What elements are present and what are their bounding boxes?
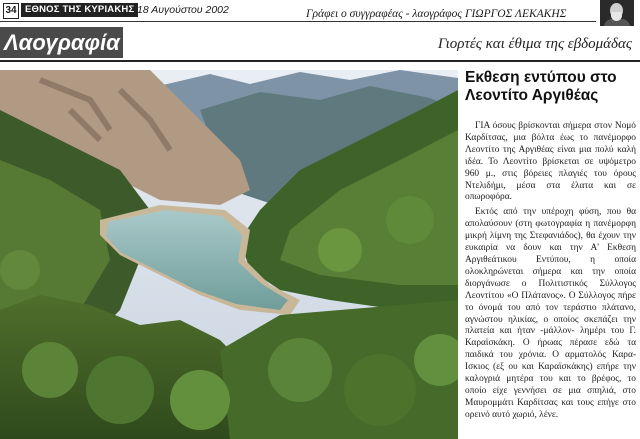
article-headline: Εκθεση εντύπου στο Λεοντίτο Αργιθέας — [465, 69, 617, 104]
author-photo — [600, 0, 634, 26]
photo-shrub-5 — [344, 354, 416, 426]
photo-shrub-2 — [86, 356, 154, 424]
lake-photo — [0, 70, 458, 439]
newspaper-name: ΕΘΝΟΣ ΤΗΣ ΚΥΡΙΑΚΗΣ — [21, 3, 138, 17]
author-byline: Γράφει ο συγγραφέας - λαογράφος ΓΙΩΡΓΟΣ ΛΕΚΑΚΗΣ — [306, 8, 567, 20]
header-rule — [0, 21, 596, 22]
issue-date: 18 Αυγούστου 2002 — [137, 4, 229, 16]
article-paragraph: ΓΙΑ όσους βρίσκονται σήμερα στον Νομό Καρδίτσας, μια βόλτα έως το πανέμορφο Λεοντίτο της Αργιθέας είναι μια πολύ καλή ιδέα. Το Λεοντίτο βρίσκεται σε υψόμετρο 960 μ., στις βόρειες πλαγιές του όρους Ντελιδήμι, μέσα στα έλατα και σε οπωροφόρα. — [465, 121, 636, 203]
photo-shrub-7 — [0, 250, 40, 290]
photo-shrub-3 — [170, 370, 230, 430]
photo-shrub-8 — [318, 228, 362, 272]
section-rule — [0, 60, 640, 62]
article-paragraph: Εκτός από την υπέροχη φύση, που θα απολαύσουν (στη φωτογραφία η πανέμορφη μικρή λίμνη της Στεφανιάδος), θα έχουν την ευκαιρία να δουν και την Α' Εκθεση Αργιθεάτικου Εντύπου, η οποία ολοκληρώνεται σήμερα και την οποία διοργάνωσε ο Πολιτιστικός Σύλλογος Λεοντίτου «Ο Πλάτανος». Ο Σύλλογος πήρε το όνομά του από τον τεράστιο πλάτανο, αγνώστου ηλικίας, ο οποίος σκεπάζει την πλατεία και ήταν -μάλλον- λημέρι του Γ. Καραϊσκάκη. Ο ήρωας πέρασε εδώ τα παιδικά του χρόνια. Ο αρματολός Καρα-Ισκιος (εξ ου και Καραϊσκάκης) επήρε την καλογριά μητέρα του και το βρέφος, το οποίο είχε γεννήσει σε μια σπηλιά, στο Μαυρομμάτι Καρδίτσας και τους επήγε στο ορεινό αυτό χωριό, λένε. — [465, 207, 636, 420]
section-subtitle: Γιορτές και έθιμα της εβδομάδας — [437, 36, 632, 52]
photo-shrub-1 — [22, 342, 78, 398]
photo-shrub-9 — [386, 196, 434, 244]
page-header — [0, 0, 640, 22]
article-body — [465, 121, 636, 422]
photo-shrub-4 — [268, 338, 332, 402]
page-number: 34 — [3, 3, 19, 19]
section-title: Λαογραφία — [0, 27, 123, 58]
